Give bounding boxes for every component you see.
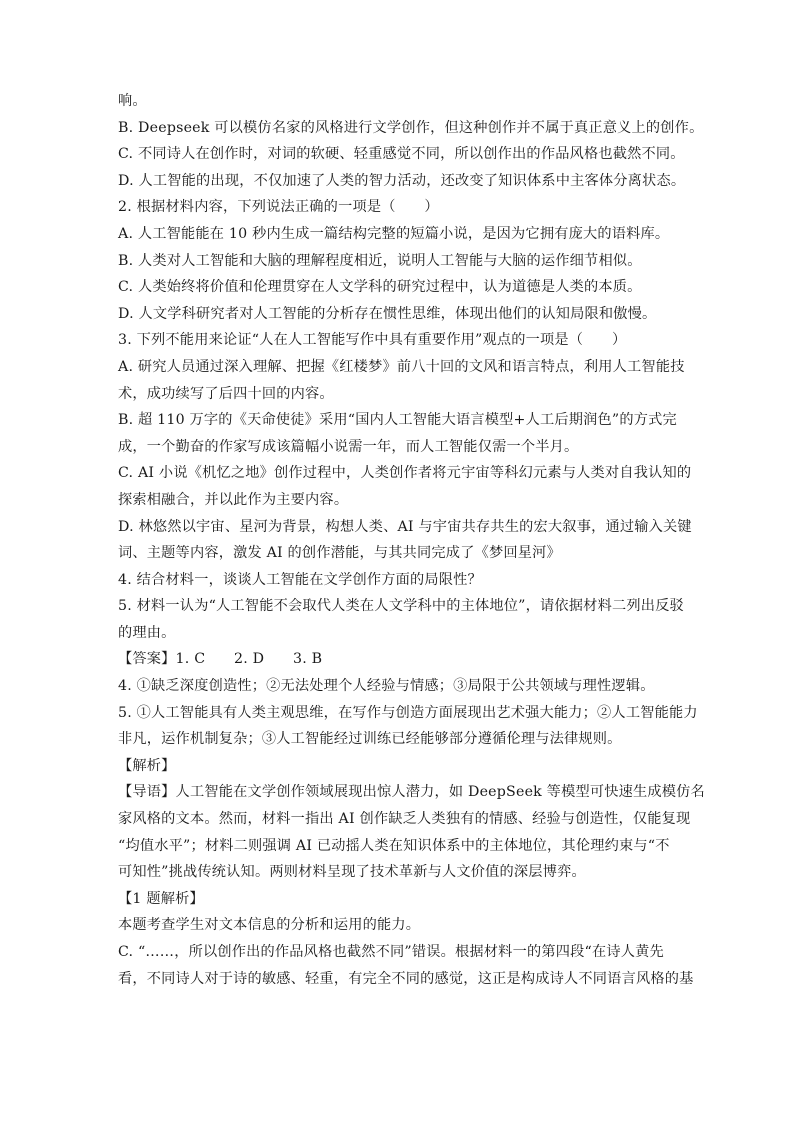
text-line: 成，一个勤奋的作家写成该篇幅小说需一年，而人工智能仅需一个半月。 — [118, 438, 579, 455]
question-line: 4. 结合材料一，谈谈人工智能在文学创作方面的局限性？ — [118, 571, 482, 588]
question-line: 2. 根据材料内容，下列说法正确的一项是（ ） — [118, 199, 439, 216]
option-line: B. 人类对人工智能和大脑的理解程度相近，说明人工智能与大脑的运作细节相似。 — [118, 252, 642, 269]
question-line: 3. 下列不能用来论证“人在人工智能写作中具有重要作用”观点的一项是（ ） — [118, 332, 627, 349]
option-line: C. 不同诗人在创作时，对词的软硬、轻重感觉不同，所以创作出的作品风格也截然不同。 — [118, 146, 685, 163]
text-line: 术，成功续写了后四十回的内容。 — [118, 385, 334, 402]
section-heading: 【1 题解析】 — [118, 890, 204, 907]
text-line: 探索相融合，并以此作为主要内容。 — [118, 491, 349, 508]
text-line: 非凡，运作机制复杂；③人工智能经过训练已经能够部分遵循伦理与法律规则。 — [118, 731, 622, 748]
text-line: 看，不同诗人对于诗的敏感、轻重，有完全不同的感觉，这正是构成诗人不同语言风格的基 — [118, 970, 694, 987]
text-line: 家风格的文本。然而，材料一指出 AI 创作缺乏人类独有的情感、经验与创造性，仅能复现 — [118, 811, 691, 828]
question-line: 5. 材料一认为“人工智能不会取代人类在人文学科中的主体地位”，请依据材料二列出反驳 — [118, 598, 684, 615]
text-line: 词、主题等内容，激发 AI 的创作潜能，与其共同完成了《梦回星河》 — [118, 545, 561, 562]
option-line: A. 人工智能能在 10 秒内生成一篇结构完整的短篇小说，是因为它拥有庞大的语料库。 — [118, 225, 670, 242]
answer-line: 5. ①人工智能具有人类主观思维，在写作与创造方面展现出艺术强大能力；②人工智能能力 — [118, 704, 698, 721]
text-line: 的理由。 — [118, 624, 176, 641]
answer-line: 4. ①缺乏深度创造性；②无法处理个人经验与情感；③局限于公共领域与理性逻辑。 — [118, 678, 655, 695]
text-line: C. “……，所以创作出的作品风格也截然不同”错误。根据材料一的第四段“在诗人黄先 — [118, 944, 664, 960]
option-line: D. 人文学科研究者对人工智能的分析存在惯性思维，体现出他们的认知局限和傲慢。 — [118, 305, 657, 322]
option-line: D. 林悠然以宇宙、星河为背景，构想人类、AI 与宇宙共存共生的宏大叙事，通过输入关键 — [118, 518, 692, 535]
text-line: 本题考查学生对文本信息的分析和运用的能力。 — [118, 917, 421, 934]
option-line: C. 人类始终将价值和伦理贯穿在人文学科的研究过程中，认为道德是人类的本质。 — [118, 279, 642, 296]
document-body — [118, 88, 705, 992]
text-line: “均值水平”；材料二则强调 AI 已动摇人类在知识体系中的主体地位，其伦理约束与“不 — [118, 837, 670, 854]
option-line: B. Deepseek 可以模仿名家的风格进行文学创作，但这种创作并不属于真正意义上的创作。 — [118, 119, 704, 136]
answer-heading: 【答案】1. C 2. D 3. B — [118, 651, 323, 668]
option-line: C. AI 小说《机忆之地》创作过程中，人类创作者将元宇宙等科幻元素与人类对自我认知的 — [118, 465, 692, 482]
analysis-heading: 【解析】 — [118, 757, 176, 774]
option-line: A. 研究人员通过深入理解、把握《红楼梦》前八十回的文风和语言特点，利用人工智能技 — [118, 358, 685, 375]
option-line: B. 超 110 万字的《天命使徒》采用“国内人工智能大语言模型+人工后期润色”的方式完 — [118, 412, 677, 429]
text-line: 响。 — [118, 93, 147, 109]
option-line: D. 人工智能的出现，不仅加速了人类的智力活动，还改变了知识体系中主客体分离状态。 — [118, 172, 686, 189]
text-line: 可知性”挑战传统认知。两则材料呈现了技术革新与人文价值的深层博弈。 — [118, 864, 586, 881]
intro-line: 【导语】人工智能在文学创作领域展现出惊人潜力，如 DeepSeek 等模型可快速生成模仿名 — [118, 784, 705, 801]
